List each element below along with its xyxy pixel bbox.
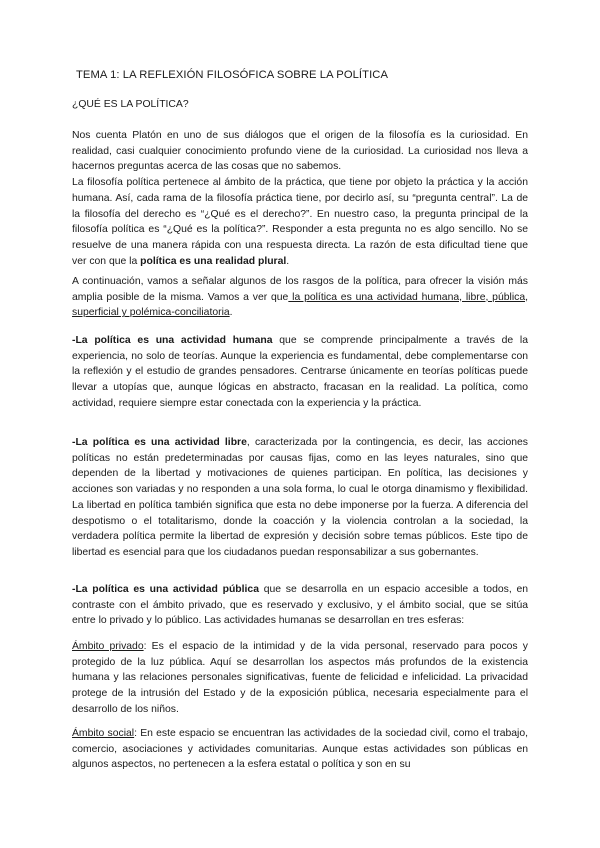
bold-lead: -La política es una actividad libre xyxy=(72,437,247,448)
underlined-phrase: la política es una actividad humana, libre, pública, superficial y polémica-conciliatoria xyxy=(72,291,529,319)
paragraph-text: A continuación, vamos a señalar algunos de los rasgos de la política, para ofrecer la visión más amplia posible de la misma. Vamos a ver que xyxy=(72,276,528,303)
paragraph-end: . xyxy=(229,307,233,319)
paragraph-actividad-libre xyxy=(72,435,528,561)
paragraph-ambito-social xyxy=(72,726,528,773)
paragraph-text: que se desarrolla en un espacio accesible a todos, en contraste con el ámbito privado, que es reservado y exclusivo, y el ámbito social, que se sitúa entre lo privado y lo público. Las actividades humanas se desarrollan en tres esferas: xyxy=(72,584,528,627)
bold-lead: -La política es una actividad pública xyxy=(72,584,259,595)
paragraph-ambito-privado xyxy=(72,639,528,718)
paragraph-text: : En este espacio se encuentran las actividades de la sociedad civil, como el trabajo, comercio, asociaciones y actividades comunitarias. Aunque estas actividades son públicas en algunos aspectos, no pertenecen a la esfera estatal o política y son en su xyxy=(72,728,528,771)
underlined-label: Ámbito social xyxy=(72,728,135,739)
paragraph-text: La filosofía política pertenece al ámbito de la práctica, que tiene por objeto la práctica y la acción humana. Así, cada rama de la filosofía práctica tiene, por decirlo así, su “pregunta central”. La de la filosofía del derecho es “¿Qué es el derecho?”. En nuestro caso, la pregunta principal de la filosofía política es “¿Qué es la política?”. Responder a esta pregunta no es algo sencillo. No se resuelve de una manera rápida con una respuesta directa. La razón de esta dificultad tiene que ver con que la xyxy=(72,177,528,267)
paragraph-actividad-humana xyxy=(72,333,528,412)
paragraph-text: : Es el espacio de la intimidad y de la vida personal, reservado para pocos y protegido de la luz pública. Aquí se desarrollan los aspectos más profundos de la existencia humana y las relaciones personales significativas, fuente de felicidad e infelicidad. La privacidad protege de la intrusión del Estado y de la exposición pública, necesaria especialmente para el desarrollo de los niños. xyxy=(72,641,529,715)
paragraph-end: . xyxy=(286,255,290,267)
page-title: TEMA 1: LA REFLEXIÓN FILOSÓFICA SOBRE LA POLÍTICA xyxy=(76,69,389,81)
bold-phrase: política es una realidad plural xyxy=(140,255,287,267)
paragraph-text: , caracterizada por la contingencia, es decir, las acciones políticas no están predeterminadas por causas fijas, como en las leyes naturales, sino que dependen de la libertad y motivaciones de quienes participan. En política, las decisiones y acciones son variadas y no responden a una sola forma, lo cual le otorga dinamismo y flexibilidad. La libertad en política también significa que esta no debe imponerse por la fuerza. A diferencia del despotismo o el totalitarismo, donde la coacción y la violencia controlan a la sociedad, la verdadera política permite la libertad de expresión y decisión sobre temas públicos. Este tipo de libertad es esencial para que los ciudadanos puedan responsabilizar a sus gobernantes. xyxy=(72,437,528,558)
intro-paragraphs xyxy=(72,128,528,269)
paragraph-filosofia-practica xyxy=(72,175,528,269)
underlined-label: Ámbito privado xyxy=(72,641,144,652)
paragraph-actividad-publica xyxy=(72,582,528,629)
paragraph-text: que se comprende principalmente a través de la experiencia, no solo de teorías. Aunque la experiencia es fundamental, debe complementarse con la reflexión y el estudio de grandes pensadores. Centrarse únicamente en teorías políticas puede llevar a utopías que, aunque lógicas en abstracto, fracasan en la realidad. La política, como actividad, requiere siempre estar conectada con la experiencia y la práctica. xyxy=(72,335,528,409)
section-heading: ¿QUÉ ES LA POLÍTICA? xyxy=(72,99,189,110)
paragraph-curiosity: Nos cuenta Platón en uno de sus diálogos que el origen de la filosofía es la curiosidad. En realidad, casi cualquier conocimiento profundo viene de la curiosidad. La curiosidad nos lleva a hacernos preguntas acerca de las cosas que no sabemos. xyxy=(72,130,528,173)
bold-lead: -La política es una actividad humana xyxy=(72,335,273,346)
paragraph-rasgos xyxy=(72,274,528,321)
